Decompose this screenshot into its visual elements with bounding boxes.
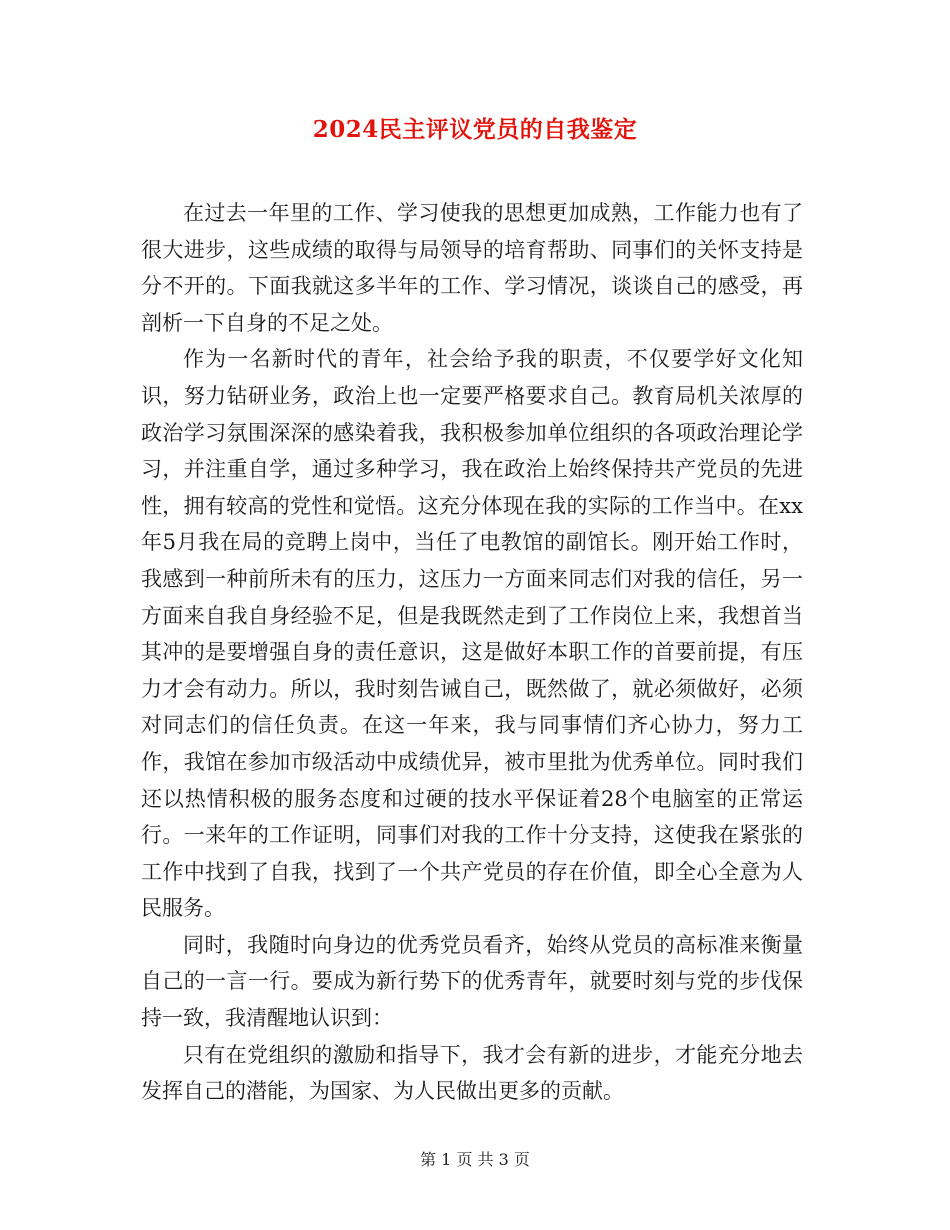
paragraph-2: 作为一名新时代的青年，社会给予我的职责，不仅要学好文化知识，努力钻研业务，政治上也一定要严格要求自己。教育局机关浓厚的政治学习氛围深深的感染着我，我积极参加单位组织的各项政治理论学习，并注重自学，通过多种学习，我在政治上始终保持共产党员的先进性，拥有较高的党性和觉悟。这充分体现在我的实际的工作当中。在xx年5月我在局的竞聘上岗中，当任了电教馆的副馆长。刚开始工作时，我感到一种前所未有的压力，这压力一方面来同志们对我的信任，另一方面来自我自身经验不足，但是我既然走到了工作岗位上来，我想首当其冲的是要增强自身的责任意识，这是做好本职工作的首要前提，有压力才会有动力。所以，我时刻告诫自己，既然做了，就必须做好，必须对同志们的信任负责。在这一年来，我与同事情们齐心协力，努力工作，我馆在参加市级活动中成绩优异，被市里批为优秀单位。同时我们还以热情积极的服务态度和过硬的技水平保证着28个电脑室的正常运行。一来年的工作证明，同事们对我的工作十分支持，这使我在紧张的工作中找到了自我，找到了一个共产党员的存在价值，即全心全意为人民服务。 xyxy=(141,347,803,921)
paragraph-4: 只有在党组织的激励和指导下，我才会有新的进步，才能充分地去发挥自己的潜能，为国家、为人民做出更多的贡献。 xyxy=(141,1042,803,1104)
document-body xyxy=(141,195,803,1110)
paragraph-1: 在过去一年里的工作、学习使我的思想更加成熟，工作能力也有了很大进步，这些成绩的取得与局领导的培育帮助、同事们的关怀支持是分不开的。下面我就这多半年的工作、学习情况，谈谈自己的感受，再剖析一下自身的不足之处。 xyxy=(141,201,803,335)
page-footer: 第 1 页 共 3 页 xyxy=(420,1150,530,1169)
document-title: 2024民主评议党员的自我鉴定 xyxy=(312,116,638,143)
paragraph-3: 同时，我随时向身边的优秀党员看齐，始终从党员的高标准来衡量自己的一言一行。要成为新行势下的优秀青年，就要时刻与党的步伐保持一致，我清醒地认识到： xyxy=(141,932,803,1031)
